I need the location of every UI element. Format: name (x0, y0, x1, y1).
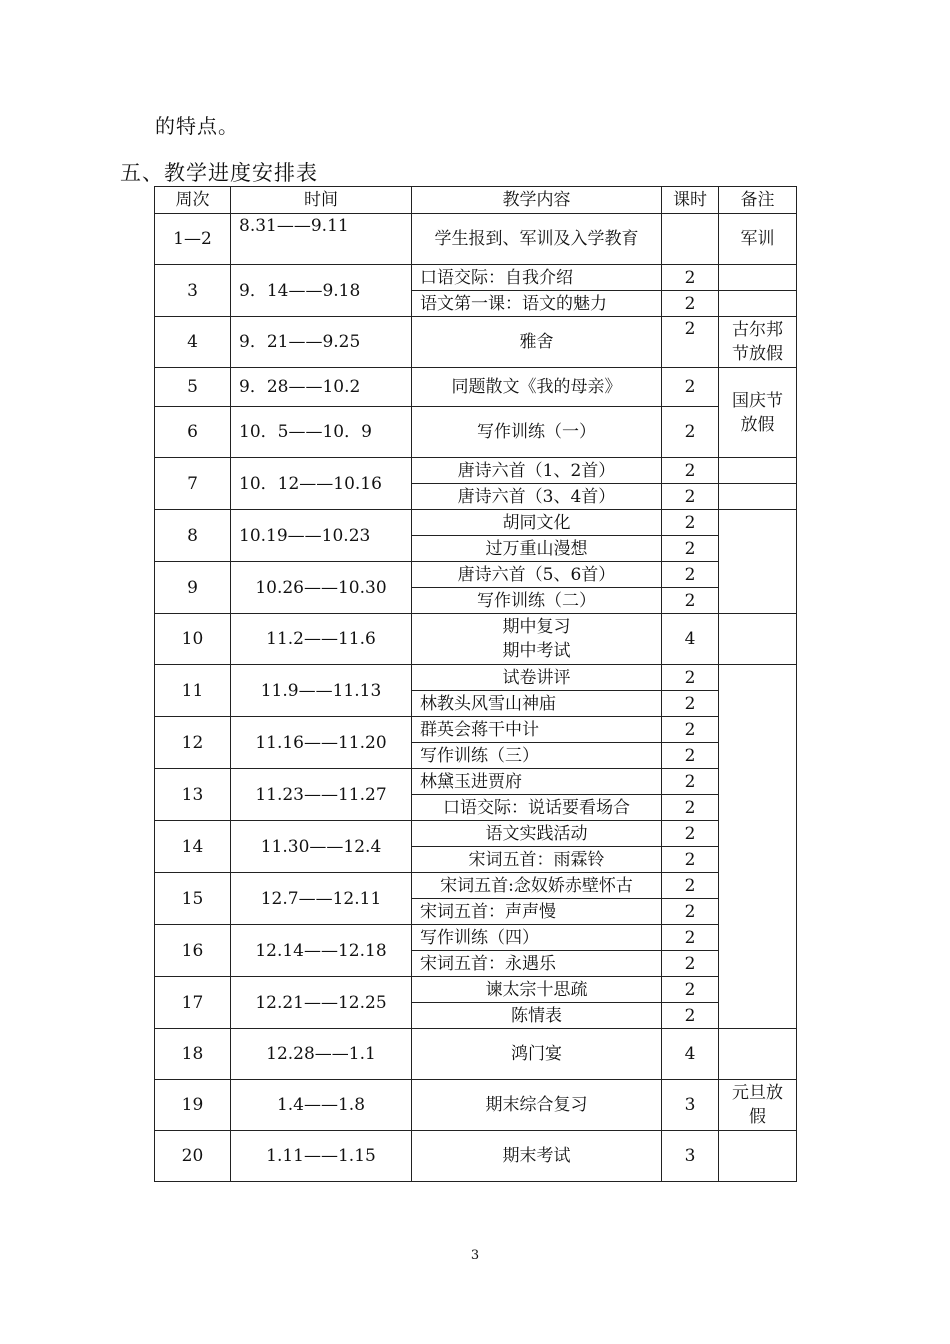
content-cell: 写作训练（三） (412, 743, 662, 769)
header-content: 教学内容 (412, 187, 662, 214)
hours-cell: 2 (662, 769, 719, 795)
week-cell: 8 (155, 510, 231, 562)
time-cell: 11.23——11.27 (231, 769, 412, 821)
content-cell: 同题散文《我的母亲》 (412, 368, 662, 407)
content-cell: 林教头风雪山神庙 (412, 691, 662, 717)
intro-text: 的特点。 (155, 114, 239, 138)
hours-cell: 4 (662, 614, 719, 665)
note-cell (719, 1029, 797, 1080)
time-cell: 9．14——9.18 (231, 265, 412, 317)
note-cell (719, 291, 797, 317)
page-number: 3 (470, 1248, 480, 1263)
week-cell: 9 (155, 562, 231, 614)
hours-cell: 2 (662, 536, 719, 562)
note-cell (719, 510, 797, 614)
table-row (155, 769, 797, 795)
note-cell (719, 458, 797, 484)
content-cell: 期末综合复习 (412, 1080, 662, 1131)
header-time: 时间 (231, 187, 412, 214)
content-cell: 谏太宗十思疏 (412, 977, 662, 1003)
content-line: 期中考试 (502, 641, 571, 661)
week-cell: 17 (155, 977, 231, 1029)
note-cell: 军训 (719, 214, 797, 265)
table-row (155, 614, 797, 665)
time-cell: 11.30——12.4 (231, 821, 412, 873)
hours-cell: 2 (662, 795, 719, 821)
hours-cell: 2 (662, 317, 719, 368)
schedule-table (154, 186, 797, 1182)
table-row (155, 821, 797, 847)
table-row (155, 214, 797, 265)
table-row (155, 873, 797, 899)
time-cell: 1.11——1.15 (231, 1131, 412, 1182)
table-row (155, 717, 797, 743)
time-cell: 9．21——9.25 (231, 317, 412, 368)
hours-cell: 2 (662, 899, 719, 925)
week-cell: 4 (155, 317, 231, 368)
content-cell: 宋词五首：声声慢 (412, 899, 662, 925)
time-cell: 11.2——11.6 (231, 614, 412, 665)
time-cell: 10．12——10.16 (231, 458, 412, 510)
table-row (155, 665, 797, 691)
hours-cell (662, 214, 719, 265)
content-cell: 宋词五首：雨霖铃 (412, 847, 662, 873)
time-cell: 11.9——11.13 (231, 665, 412, 717)
hours-cell: 2 (662, 925, 719, 951)
week-cell: 18 (155, 1029, 231, 1080)
week-cell: 16 (155, 925, 231, 977)
time-cell: 1.4——1.8 (231, 1080, 412, 1131)
content-cell: 陈情表 (412, 1003, 662, 1029)
hours-cell: 2 (662, 665, 719, 691)
week-cell: 1—2 (155, 214, 231, 265)
table-row (155, 510, 797, 536)
week-cell: 12 (155, 717, 231, 769)
hours-cell: 2 (662, 265, 719, 291)
content-cell: 语文实践活动 (412, 821, 662, 847)
hours-cell: 2 (662, 717, 719, 743)
content-cell: 口语交际：自我介绍 (412, 265, 662, 291)
table-row (155, 925, 797, 951)
content-cell: 学生报到、军训及入学教育 (412, 214, 662, 265)
content-cell: 唐诗六首（1、2首） (412, 458, 662, 484)
time-cell: 8.31——9.11 (231, 214, 412, 265)
table-row (155, 562, 797, 588)
week-cell: 3 (155, 265, 231, 317)
note-cell (719, 614, 797, 665)
week-cell: 15 (155, 873, 231, 925)
table-row (155, 1029, 797, 1080)
week-cell: 6 (155, 407, 231, 458)
header-notes: 备注 (719, 187, 797, 214)
note-cell: 国庆节放假 (719, 368, 797, 458)
week-cell: 19 (155, 1080, 231, 1131)
hours-cell: 2 (662, 588, 719, 614)
note-cell (719, 484, 797, 510)
content-cell: 写作训练（四） (412, 925, 662, 951)
week-cell: 11 (155, 665, 231, 717)
content-cell: 宋词五首：永遇乐 (412, 951, 662, 977)
time-cell: 12.7——12.11 (231, 873, 412, 925)
week-cell: 10 (155, 614, 231, 665)
table-row (155, 265, 797, 291)
hours-cell: 4 (662, 1029, 719, 1080)
week-cell: 14 (155, 821, 231, 873)
hours-cell: 2 (662, 821, 719, 847)
table-row (155, 458, 797, 484)
note-cell: 古尔邦节放假 (719, 317, 797, 368)
note-cell: 元旦放假 (719, 1080, 797, 1131)
content-cell: 期末考试 (412, 1131, 662, 1182)
content-cell: 语文第一课：语文的魅力 (412, 291, 662, 317)
content-cell: 唐诗六首（5、6首） (412, 562, 662, 588)
hours-cell: 2 (662, 291, 719, 317)
content-cell: 宋词五首:念奴娇赤壁怀古 (412, 873, 662, 899)
hours-cell: 2 (662, 951, 719, 977)
week-cell: 5 (155, 368, 231, 407)
content-cell: 写作训练（二） (412, 588, 662, 614)
hours-cell: 2 (662, 873, 719, 899)
week-cell: 7 (155, 458, 231, 510)
time-cell: 12.21——12.25 (231, 977, 412, 1029)
header-row (155, 187, 797, 214)
content-cell (412, 614, 662, 665)
section-heading: 五、教学进度安排表 (120, 161, 318, 185)
note-cell (719, 665, 797, 1029)
hours-cell: 2 (662, 562, 719, 588)
hours-cell: 2 (662, 368, 719, 407)
hours-cell: 2 (662, 407, 719, 458)
note-cell (719, 265, 797, 291)
hours-cell: 3 (662, 1080, 719, 1131)
hours-cell: 2 (662, 977, 719, 1003)
table-row (155, 407, 797, 458)
note-cell (719, 1131, 797, 1182)
time-cell: 12.14——12.18 (231, 925, 412, 977)
header-hours: 课时 (662, 187, 719, 214)
content-cell: 雅舍 (412, 317, 662, 368)
time-cell: 10.26——10.30 (231, 562, 412, 614)
table-row (155, 368, 797, 407)
content-cell: 写作训练（一） (412, 407, 662, 458)
content-cell: 口语交际：说话要看场合 (412, 795, 662, 821)
content-cell: 群英会蒋干中计 (412, 717, 662, 743)
content-cell: 试卷讲评 (412, 665, 662, 691)
time-cell: 11.16——11.20 (231, 717, 412, 769)
table-row (155, 317, 797, 368)
week-cell: 20 (155, 1131, 231, 1182)
hours-cell: 2 (662, 510, 719, 536)
hours-cell: 2 (662, 847, 719, 873)
content-cell: 过万重山漫想 (412, 536, 662, 562)
hours-cell: 3 (662, 1131, 719, 1182)
table-row (155, 977, 797, 1003)
time-cell: 10．5——10．9 (231, 407, 412, 458)
time-cell: 12.28——1.1 (231, 1029, 412, 1080)
content-line: 期中复习 (502, 617, 571, 637)
week-cell: 13 (155, 769, 231, 821)
hours-cell: 2 (662, 458, 719, 484)
hours-cell: 2 (662, 691, 719, 717)
table-row (155, 1131, 797, 1182)
hours-cell: 2 (662, 484, 719, 510)
time-cell: 10.19——10.23 (231, 510, 412, 562)
time-cell: 9．28——10.2 (231, 368, 412, 407)
table-row (155, 1080, 797, 1131)
hours-cell: 2 (662, 743, 719, 769)
hours-cell: 2 (662, 1003, 719, 1029)
content-cell: 鸿门宴 (412, 1029, 662, 1080)
header-week: 周次 (155, 187, 231, 214)
content-cell: 胡同文化 (412, 510, 662, 536)
content-cell: 唐诗六首（3、4首） (412, 484, 662, 510)
content-cell: 林黛玉进贾府 (412, 769, 662, 795)
